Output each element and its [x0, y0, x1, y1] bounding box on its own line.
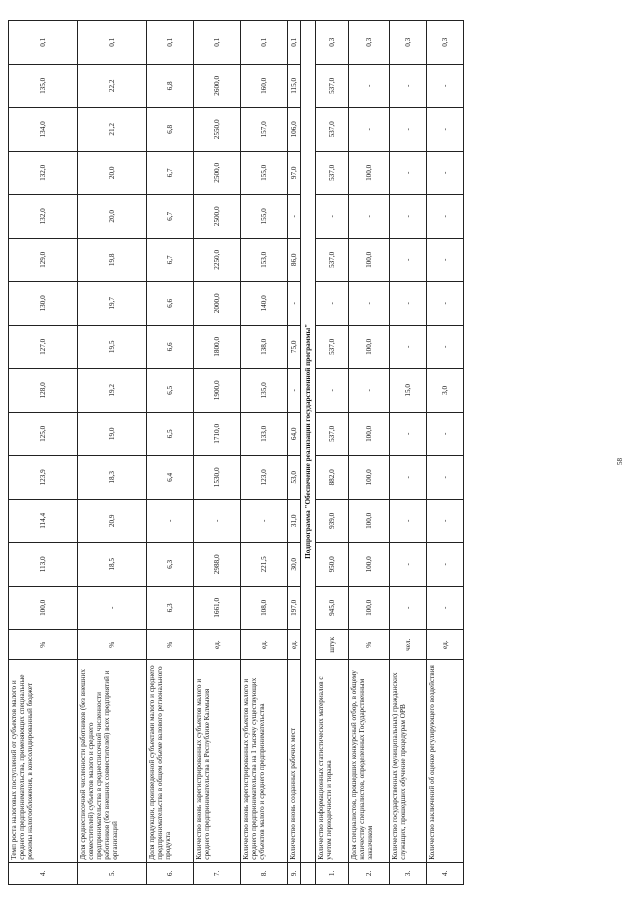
value-cell: 537,0 — [316, 151, 349, 195]
value-cell: 0,3 — [427, 21, 464, 65]
indicator-name: Темп роста налоговых поступлений от субъектов малого и среднего предпринимательства, применяющих специальные режимы налогообложения, в консолидированный бюджет — [9, 660, 78, 862]
value-cell: - — [390, 238, 427, 282]
table-row — [194, 21, 241, 885]
unit-cell: ед. — [427, 630, 464, 660]
value-cell: - — [390, 64, 427, 108]
value-cell: 21,2 — [78, 108, 147, 152]
value-cell: 160,0 — [241, 64, 288, 108]
value-cell: - — [427, 586, 464, 630]
value-cell: 6,6 — [147, 282, 194, 326]
value-cell: 100,0 — [9, 586, 78, 630]
value-cell: 945,0 — [316, 586, 349, 630]
value-cell: 19,2 — [78, 369, 147, 413]
value-cell: 140,0 — [241, 282, 288, 326]
value-cell: 132,0 — [9, 151, 78, 195]
unit-cell: % — [78, 630, 147, 660]
unit-cell: % — [147, 630, 194, 660]
value-cell: 15,0 — [390, 369, 427, 413]
value-cell: 18,3 — [78, 456, 147, 500]
value-cell: - — [288, 195, 301, 239]
row-number: 3. — [390, 862, 427, 884]
value-cell: 537,0 — [316, 64, 349, 108]
value-cell: 2988,0 — [194, 543, 241, 587]
value-cell: - — [390, 499, 427, 543]
table-row — [390, 21, 427, 885]
value-cell: 19,5 — [78, 325, 147, 369]
value-cell: 19,0 — [78, 412, 147, 456]
value-cell: 114,4 — [9, 499, 78, 543]
indicator-name: Доля специалистов, прошедших конкурсный отбор, в общему количеству специалистов, определенных Государственным заказчиком — [349, 660, 390, 862]
value-cell: - — [390, 456, 427, 500]
value-cell: 128,0 — [9, 369, 78, 413]
value-cell: - — [427, 543, 464, 587]
value-cell: 0,1 — [288, 21, 301, 65]
row-number: 2. — [349, 862, 390, 884]
value-cell: 100,0 — [349, 151, 390, 195]
value-cell: 1530,0 — [194, 456, 241, 500]
table-row — [316, 21, 349, 885]
value-cell: 97,0 — [288, 151, 301, 195]
value-cell: - — [427, 195, 464, 239]
value-cell: 950,0 — [316, 543, 349, 587]
indicator-name: Количество информационных статистических материалов с учетом периодичности и тиража — [316, 660, 349, 862]
value-cell: - — [427, 151, 464, 195]
table-row — [288, 21, 301, 885]
value-cell: 0,1 — [194, 21, 241, 65]
value-cell: 0,1 — [78, 21, 147, 65]
value-cell: - — [349, 282, 390, 326]
value-cell: 1661,0 — [194, 586, 241, 630]
value-cell: 20,0 — [78, 151, 147, 195]
value-cell: - — [390, 282, 427, 326]
value-cell: 130,0 — [9, 282, 78, 326]
value-cell: 20,9 — [78, 499, 147, 543]
blank-cell — [301, 862, 316, 884]
value-cell: 6,8 — [147, 64, 194, 108]
value-cell: 2600,0 — [194, 64, 241, 108]
value-cell: - — [427, 64, 464, 108]
indicator-name: Количество вновь зарегистрированных субъектов малого и среднего предпринимательства на 1 тысячу существующих субъектов малого и среднего предпринимательства — [241, 660, 288, 862]
table-row — [9, 21, 78, 885]
value-cell: - — [390, 412, 427, 456]
unit-cell: % — [349, 630, 390, 660]
value-cell: 100,0 — [349, 543, 390, 587]
value-cell: 6,3 — [147, 586, 194, 630]
page-number: 58 — [616, 458, 624, 465]
value-cell: 0,1 — [241, 21, 288, 65]
value-cell: 123,0 — [241, 456, 288, 500]
value-cell: 0,1 — [9, 21, 78, 65]
value-cell: 20,0 — [78, 195, 147, 239]
value-cell: 155,0 — [241, 195, 288, 239]
value-cell: 1710,0 — [194, 412, 241, 456]
value-cell: 22,2 — [78, 64, 147, 108]
value-cell: - — [427, 282, 464, 326]
value-cell: 100,0 — [349, 412, 390, 456]
indicator-name: Доля продукции, произведенной субъектами малого и среднего предпринимательства в общем объеме валового регионального продукта — [147, 660, 194, 862]
value-cell: 153,0 — [241, 238, 288, 282]
row-number: 8. — [241, 862, 288, 884]
value-cell: 19,8 — [78, 238, 147, 282]
value-cell: - — [427, 456, 464, 500]
table-row — [147, 21, 194, 885]
row-number: 4. — [427, 862, 464, 884]
row-number: 9. — [288, 862, 301, 884]
value-cell: - — [316, 369, 349, 413]
value-cell: 100,0 — [349, 456, 390, 500]
value-cell: - — [390, 108, 427, 152]
value-cell: 100,0 — [349, 325, 390, 369]
value-cell: - — [390, 325, 427, 369]
indicator-name: Количество заключений об оценке регулирующего воздействия — [427, 660, 464, 862]
unit-cell: штук — [316, 630, 349, 660]
indicator-name: Доля среднесписочной численности работников (без внешних совместителей) субъектов малого и среднего предпринимательства в среднесписочной численности работников (без внешних совместителей) всех предприятий и организаций — [78, 660, 147, 862]
value-cell: 0,1 — [147, 21, 194, 65]
row-number: 5. — [78, 862, 147, 884]
value-cell: 133,0 — [241, 412, 288, 456]
value-cell: - — [316, 195, 349, 239]
value-cell: 3,0 — [427, 369, 464, 413]
value-cell: - — [427, 325, 464, 369]
value-cell: 125,0 — [9, 412, 78, 456]
value-cell: 19,7 — [78, 282, 147, 326]
unit-cell: ед. — [288, 630, 301, 660]
value-cell: 6,7 — [147, 238, 194, 282]
value-cell: 75,0 — [288, 325, 301, 369]
table-row — [241, 21, 288, 885]
value-cell: - — [427, 108, 464, 152]
value-cell: 135,0 — [241, 369, 288, 413]
value-cell: 135,0 — [9, 64, 78, 108]
value-cell: 6,5 — [147, 369, 194, 413]
value-cell: 155,0 — [241, 151, 288, 195]
unit-cell: чел. — [390, 630, 427, 660]
value-cell: 6,8 — [147, 108, 194, 152]
value-cell: 939,0 — [316, 499, 349, 543]
row-number: 1. — [316, 862, 349, 884]
row-number: 6. — [147, 862, 194, 884]
value-cell: 2250,0 — [194, 238, 241, 282]
value-cell: 31,0 — [288, 499, 301, 543]
table-row — [427, 21, 464, 885]
value-cell: 100,0 — [349, 499, 390, 543]
value-cell: 129,0 — [9, 238, 78, 282]
value-cell: 138,0 — [241, 325, 288, 369]
value-cell: 0,3 — [316, 21, 349, 65]
value-cell: 100,0 — [349, 586, 390, 630]
value-cell: 157,0 — [241, 108, 288, 152]
value-cell: 6,7 — [147, 195, 194, 239]
unit-cell: % — [9, 630, 78, 660]
value-cell: - — [288, 369, 301, 413]
value-cell: 6,3 — [147, 543, 194, 587]
value-cell: - — [194, 499, 241, 543]
indicator-name: Количество вновь зарегистрированных субъектов малого и среднего предпринимательства в Республике Калмыкия — [194, 660, 241, 862]
value-cell: - — [147, 499, 194, 543]
value-cell: 2500,0 — [194, 195, 241, 239]
value-cell: 0,3 — [349, 21, 390, 65]
value-cell: - — [427, 238, 464, 282]
value-cell: 132,0 — [9, 195, 78, 239]
value-cell: 18,5 — [78, 543, 147, 587]
value-cell: 115,0 — [288, 64, 301, 108]
value-cell: 86,0 — [288, 238, 301, 282]
value-cell: 106,0 — [288, 108, 301, 152]
subprogram-title: Подпрограмма "Обеспечение реализации государственной программы" — [301, 21, 316, 863]
value-cell: 197,0 — [288, 586, 301, 630]
value-cell: - — [288, 282, 301, 326]
indicator-name: Количество вновь созданных рабочих мест — [288, 660, 301, 862]
value-cell: - — [427, 499, 464, 543]
value-cell: 6,6 — [147, 325, 194, 369]
value-cell: 134,0 — [9, 108, 78, 152]
value-cell: 882,0 — [316, 456, 349, 500]
value-cell: 30,0 — [288, 543, 301, 587]
value-cell: - — [390, 195, 427, 239]
value-cell: 0,3 — [390, 21, 427, 65]
table-row — [78, 21, 147, 885]
value-cell: - — [316, 282, 349, 326]
value-cell: 6,7 — [147, 151, 194, 195]
value-cell: 537,0 — [316, 412, 349, 456]
value-cell: 108,0 — [241, 586, 288, 630]
subprogram-header-row — [301, 21, 316, 885]
table-row — [349, 21, 390, 885]
value-cell: 127,0 — [9, 325, 78, 369]
value-cell: 537,0 — [316, 325, 349, 369]
value-cell: 6,4 — [147, 456, 194, 500]
value-cell: - — [78, 586, 147, 630]
value-cell: 6,5 — [147, 412, 194, 456]
value-cell: - — [349, 64, 390, 108]
value-cell: 2550,0 — [194, 108, 241, 152]
value-cell: - — [390, 586, 427, 630]
value-cell: 2000,0 — [194, 282, 241, 326]
indicators-table — [8, 20, 464, 885]
value-cell: 1900,0 — [194, 369, 241, 413]
unit-cell: ед. — [241, 630, 288, 660]
value-cell: - — [390, 151, 427, 195]
value-cell: 53,0 — [288, 456, 301, 500]
value-cell: 100,0 — [349, 238, 390, 282]
value-cell: 113,0 — [9, 543, 78, 587]
table-body — [9, 21, 464, 885]
value-cell: - — [349, 108, 390, 152]
row-number: 7. — [194, 862, 241, 884]
value-cell: 2500,0 — [194, 151, 241, 195]
row-number: 4. — [9, 862, 78, 884]
value-cell: 1800,0 — [194, 325, 241, 369]
value-cell: 537,0 — [316, 108, 349, 152]
indicator-name: Количество государственных (муниципальных) гражданских служащих, прошедших обучение процедурам ОРВ — [390, 660, 427, 862]
value-cell: 123,9 — [9, 456, 78, 500]
value-cell: - — [349, 195, 390, 239]
value-cell: - — [349, 369, 390, 413]
value-cell: 537,0 — [316, 238, 349, 282]
value-cell: - — [427, 412, 464, 456]
value-cell: 64,0 — [288, 412, 301, 456]
value-cell: - — [241, 499, 288, 543]
value-cell: - — [390, 543, 427, 587]
value-cell: 221,5 — [241, 543, 288, 587]
unit-cell: ед. — [194, 630, 241, 660]
